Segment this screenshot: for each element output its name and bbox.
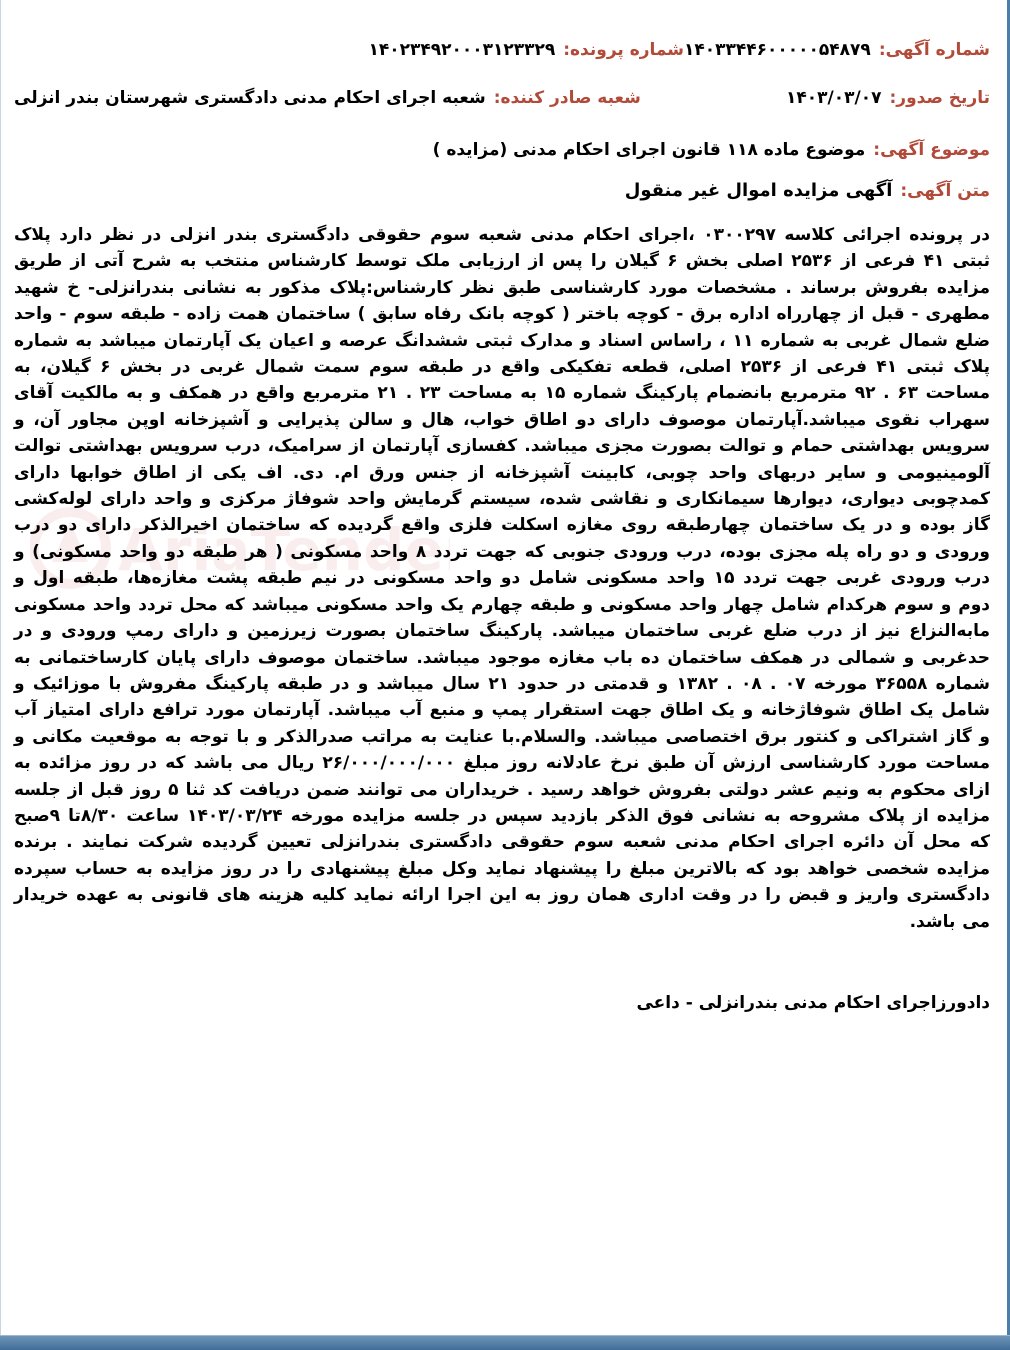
- issuer-label: شعبه صادر کننده:: [493, 88, 641, 108]
- ad-number-field: [684, 40, 990, 60]
- file-number-field: [368, 40, 684, 60]
- announcement-body: در پرونده اجرائی کلاسه ۰۳۰۰۲۹۷ ،اجرای احکام مدنی شعبه سوم حقوقی دادگستری بندر انزلی در نظر دارد پلاک ثبتی ۴۱ فرعی از ۲۵۳۶ اصلی بخش ۶ گیلان را پس از ارزیابی ملک توسط کارشناس منتخب به شرح آتی از طریق مزایده بفروش برساند . مشخصات مورد کارشناسی طبق نظر کارشناس:پلاک مذکور به نشانی بندرانزلی- خ شهید مطهری - قبل از چهارراه اداره برق - کوچه باختر ( کوچه بانک رفاه سابق ) ساختمان همت زاده - طبقه سوم - واحد ضلع شمال غربی به شماره ۱۱ ، راساس اسناد و مدارک ثبتی ششدانگ عرصه و اعیان یک آپارتمان میباشد به شماره پلاک ثبتی ۴۱ فرعی از ۲۵۳۶ اصلی، قطعه تفکیکی واقع در طبقه سوم سمت شمال غربی در بخش ۶ گیلان، به مساحت ۶۳ . ۹۲ مترمربع بانضمام پارکینگ شماره ۱۵ به مساحت ۲۳ . ۲۱ مترمربع واقع در همکف و به مالکیت آقای سهراب نقوی میباشد.آپارتمان موصوف دارای دو اطاق خواب، هال و سالن پذیرایی و آشپزخانه اوپن مجاور آن، و سرویس بهداشتی حمام و توالت بصورت مجزی میباشد. کفسازی آپارتمان از سرامیک، درب سرویس بهداشتی توالت آلومینیومی و سایر دربهای واحد چوبی، کابینت آشپزخانه از جنس ورق ام. دی. اف یکی از اطاق خوابها دارای کمدچوبی دیواری، دیوارها سیمانکاری و نقاشی شده، سیستم گرمایش واحد شوفاژ مرکزی و واحد دارای لوله‌کشی گاز بوده و در یک ساختمان چهارطبقه روی مغازه اسکلت فلزی واقع گردیده که ساختمان اخیرالذکر دارای دو درب ورودی و دو راه پله مجزی بوده، درب ورودی جنوبی که جهت تردد ۸ واحد مسکونی ( هر طبقه دو واحد مسکونی) و درب ورودی غربی جهت تردد ۱۵ واحد مسکونی شامل دو واحد مسکونی در نیم طبقه پشت مغازه‌ها، طبقه اول و دوم و سوم هرکدام شامل چهار واحد مسکونی و طبقه چهارم یک واحد مسکونی میباشد که محل تردد واحد مسکونی مابه‌النزاع نیز از درب ضلع غربی ساختمان میباشد. پارکینگ ساختمان بصورت زیرزمین و دارای رمپ ورودی و در حدغربی و شمالی در همکف ساختمان ده باب مغازه موجود میباشد. ساختمان موصوف دارای پایان کارساختمانی به شماره ۳۶۵۵۸ مورخه ۰۷ . ۰۸ . ۱۳۸۲ و قدمتی در حدود ۲۱ سال میباشد و در طبقه پارکینگ مفروش با موزائیک و شامل یک اطاق شوفاژخانه و یک اطاق جهت استقرار پمپ و منبع آب میباشد. آپارتمان مورد ترافع دارای امتیاز آب و گاز اشتراکی و کنتور برق اختصاصی میباشد. والسلام.با عنایت به مراتب صدرالذکر و با توجه به موقعیت مکانی و مساحت مورد کارشناسی ارزش آن طبق نرخ عادلانه روز مبلغ ۲۶/۰۰۰/۰۰۰/۰۰۰ ریال می باشد که در روز مزائده به ازای محکوم به ونیم عشر دولتی بفروش خواهد رسید . خریداران می توانند ضمن دریافت کد ثنا ۵ روز قبل از جلسه مزایده از پلاک مشروحه به نشانی فوق الذکر بازدید سپس در جلسه مزایده مورخه ۱۴۰۳/۰۳/۲۴ ساعت ۸/۳۰تا ۹صبح که محل آن دائره اجرای احکام مدنی شعبه سوم حقوقی دادگستری بندرانزلی تعیین گردیده شرکت نمایند . برنده مزایده شخصی خواهد بود که بالاترین مبلغ را پیشنهاد نماید وکل مبلغ پیشنهادی را در روز مزایده به حساب سپرده دادگستری واریز و قبض را در وقت اداری همان روز به این اجرا ارائه نماید کلیه هزینه های قانونی به عهده خریدار می باشد.: [14, 225, 991, 932]
- file-number-label: شماره پرونده:: [563, 40, 685, 60]
- file-number-value: ۱۴۰۲۳۴۹۲۰۰۰۳۱۲۳۳۲۹: [368, 40, 556, 60]
- ad-number-label: شماره آگهی:: [878, 40, 990, 60]
- text-title-value: آگهی مزایده اموال غیر منقول: [624, 180, 893, 201]
- signature: دادورزاجرای احکام مدنی بندرانزلی - داعی: [636, 992, 990, 1013]
- watermark-text: AriaTende: [118, 516, 444, 584]
- ad-number-value: ۱۴۰۳۳۴۴۶۰۰۰۰۰۵۴۸۷۹: [684, 40, 871, 60]
- issue-date-value: ۱۴۰۳/۰۳/۰۷: [786, 88, 882, 108]
- subject-row: [14, 140, 990, 166]
- issuer-field: [14, 88, 641, 108]
- subject-value: موضوع ماده ۱۱۸ قانون اجرای احکام مدنی (مزایده ): [432, 140, 866, 160]
- announcement-page: [14, 30, 990, 1013]
- header-row-numbers: [14, 40, 990, 66]
- text-title-field: [625, 180, 990, 201]
- subject-field: [433, 140, 990, 160]
- subject-label: موضوع آگهی:: [873, 140, 990, 160]
- issuer-value: شعبه اجرای احکام مدنی دادگستری شهرستان بندر انزلی: [14, 88, 486, 108]
- text-label: متن آگهی:: [900, 181, 990, 201]
- issue-date-field: [786, 88, 990, 108]
- window-bottom-bar: [0, 1336, 1010, 1350]
- issue-date-label: تاریخ صدور:: [889, 88, 990, 108]
- text-title-row: [14, 180, 990, 206]
- header-row-date-issuer: [14, 88, 990, 114]
